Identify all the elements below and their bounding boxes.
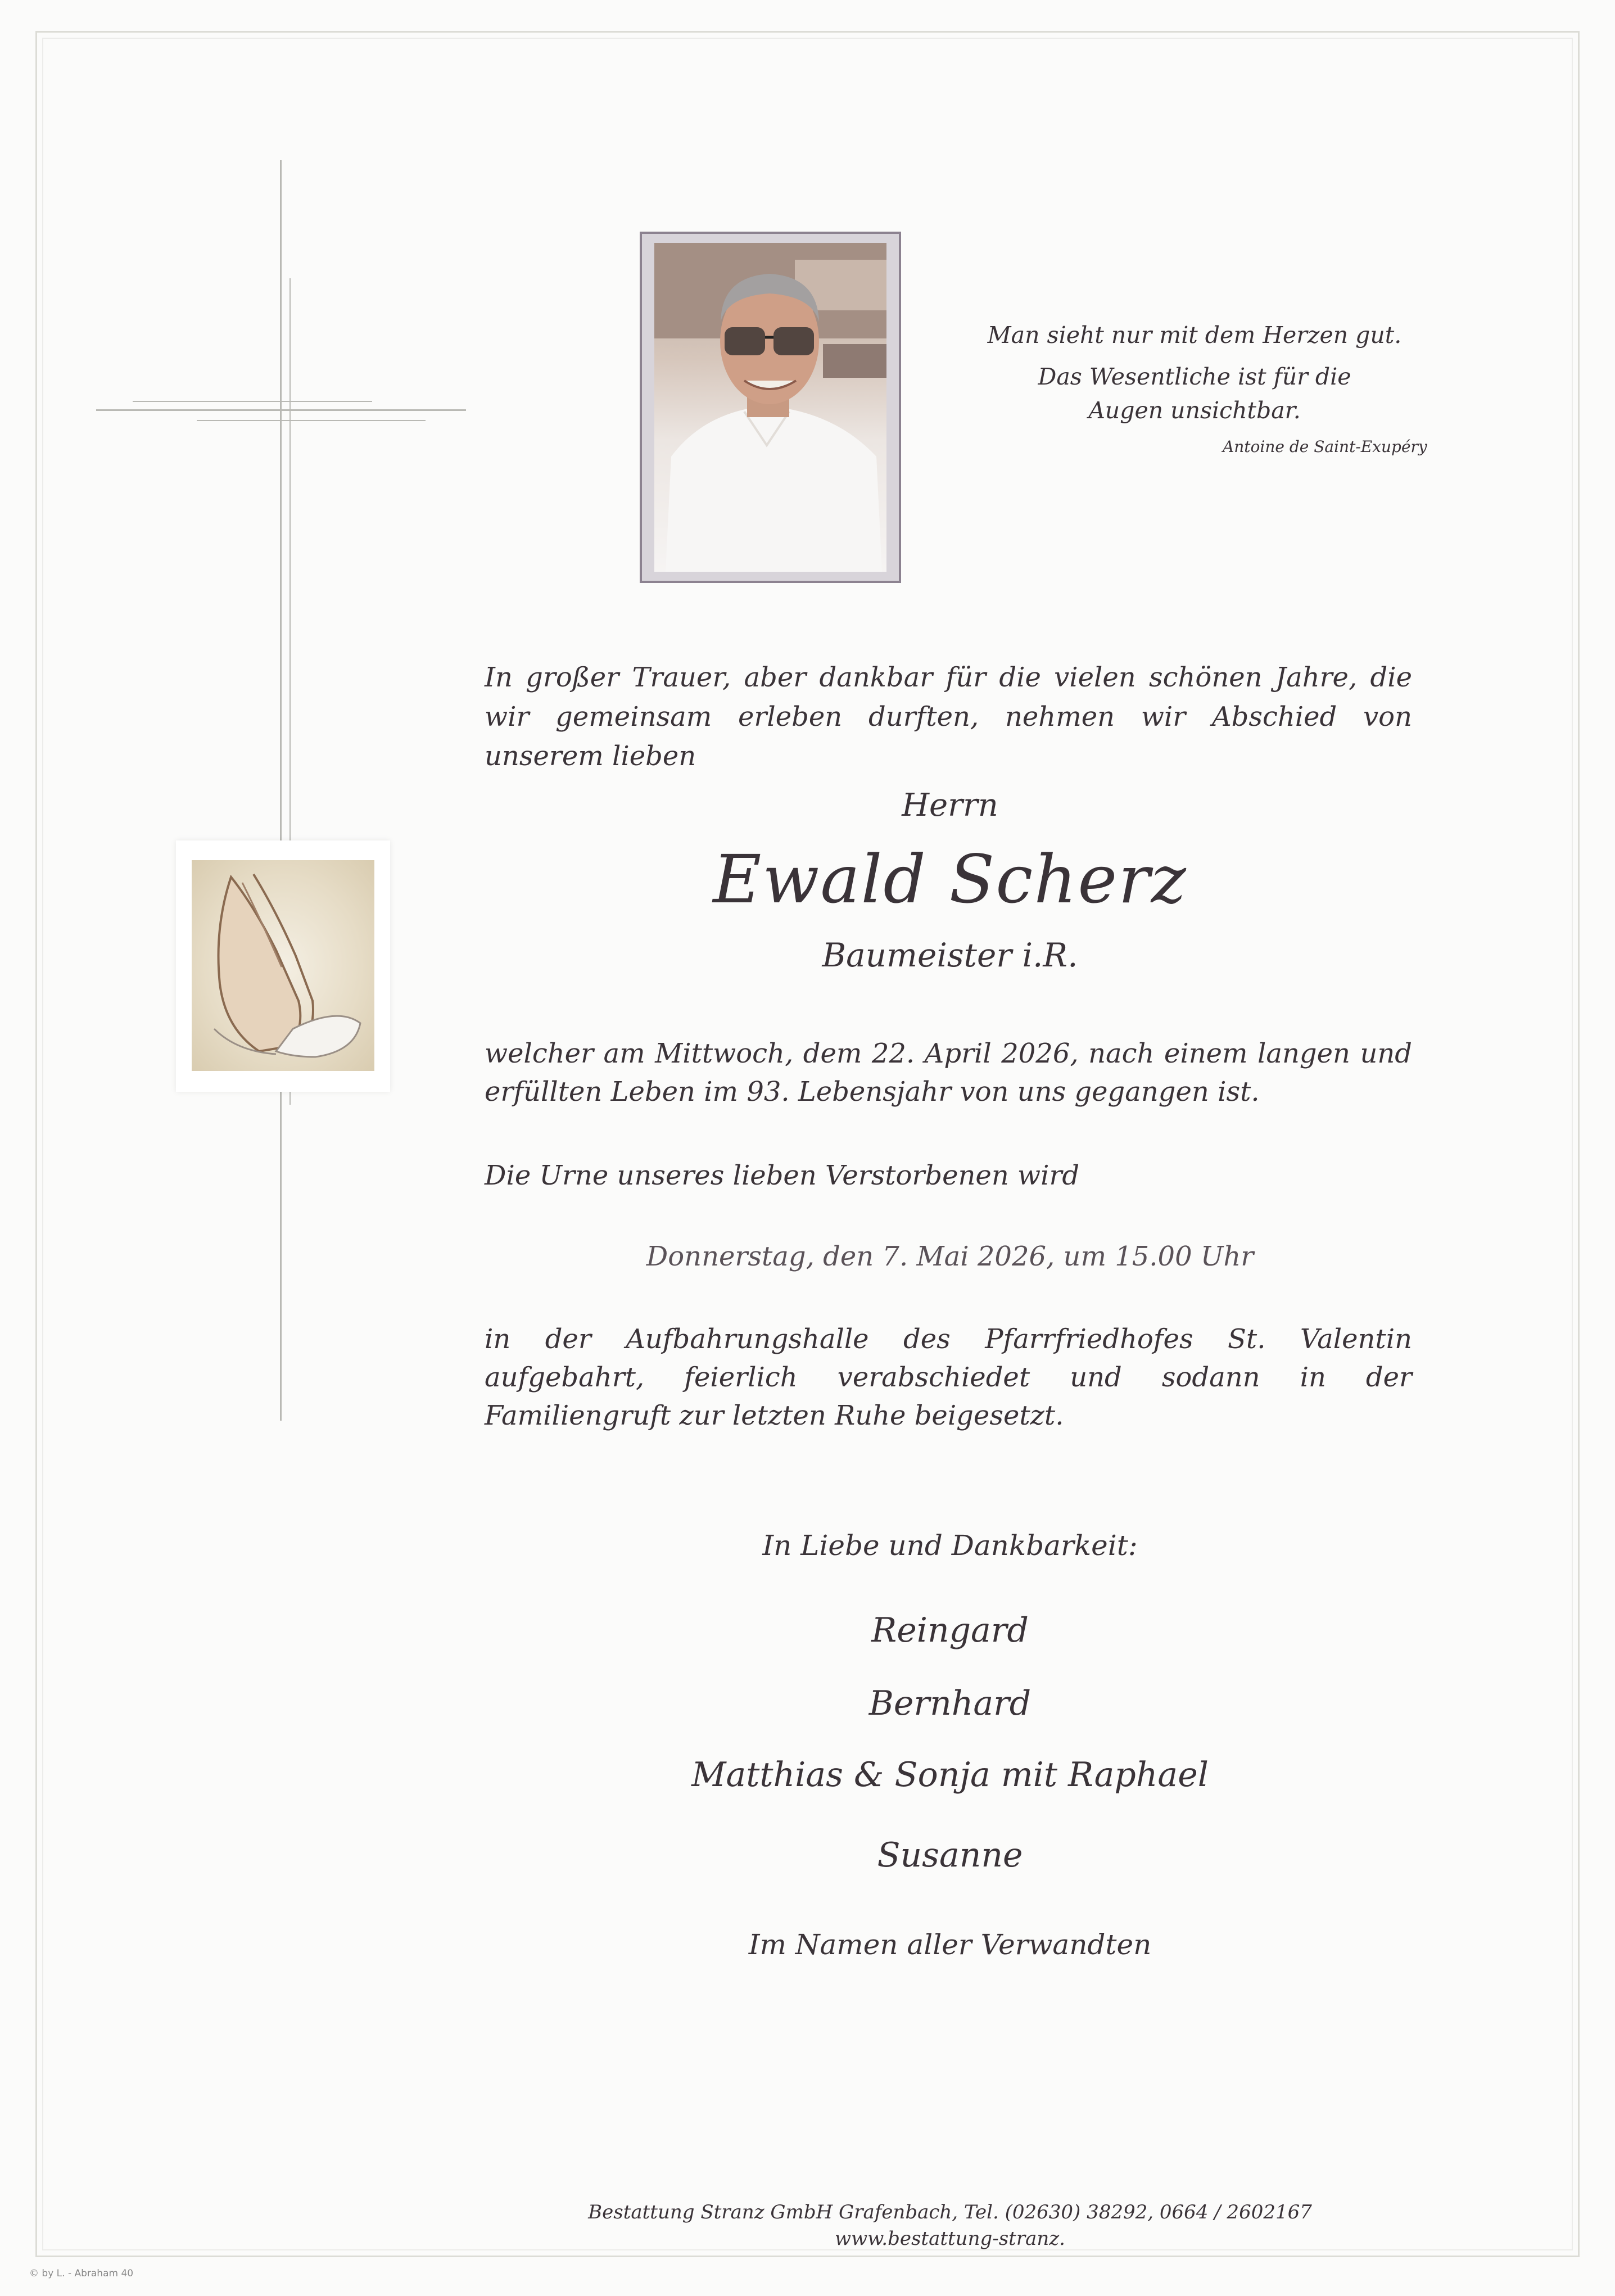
portrait-photo	[640, 232, 901, 583]
deceased-title: Baumeister i.R.	[822, 936, 1078, 974]
praying-hands-image	[176, 840, 390, 1092]
relatives-line: Im Namen aller Verwandten	[748, 1928, 1152, 1961]
intro-text: In großer Trauer, aber dankbar für die vielen schönen Jahre, die wir gemeinsam erleben durften, nehmen wir Abschied von unserem lieben	[485, 662, 1412, 772]
mourner-name: Reingard	[871, 1611, 1029, 1650]
ceremony-date: Donnerstag, den 7. Mai 2026, um 15.00 Uhr	[646, 1241, 1254, 1272]
footer-line-2: www.bestattung-stranz.	[835, 2227, 1065, 2250]
footer-line-1: Bestattung Stranz GmbH Grafenbach, Tel. (02630) 38292, 0664 / 2602167	[588, 2201, 1312, 2223]
death-text: welcher am Mittwoch, dem 22. April 2026, nach einem langen und erfüllten Leben im 93. Lebensjahr von uns gegangen ist.	[485, 1038, 1412, 1108]
deceased-name: Ewald Scherz	[713, 840, 1187, 918]
mourner-name: Susanne	[877, 1836, 1023, 1875]
quote-line-1: Man sieht nur mit dem Herzen gut.	[987, 322, 1402, 349]
mourner-name: Matthias & Sonja mit Raphael	[691, 1755, 1209, 1795]
salutation: Herrn	[902, 787, 998, 824]
quote-line-3: Augen unsichtbar.	[1088, 397, 1301, 424]
ceremony-details: in der Aufbahrungshalle des Pfarrfriedhofes St. Valentin aufgebahrt, feierlich verabschiedet und sodann in der Familiengruft zur letzten Ruhe beigesetzt.	[485, 1323, 1412, 1431]
credit-text: © by L. - Abraham 40	[29, 2268, 134, 2279]
quote-line-2: Das Wesentliche ist für die	[1038, 363, 1351, 390]
urn-intro: Die Urne unseres lieben Verstorbenen wird	[485, 1160, 1080, 1191]
closing-phrase: In Liebe und Dankbarkeit:	[762, 1529, 1138, 1562]
quote-author: Antoine de Saint-Exupéry	[1223, 437, 1427, 456]
mourner-name: Bernhard	[868, 1684, 1032, 1723]
